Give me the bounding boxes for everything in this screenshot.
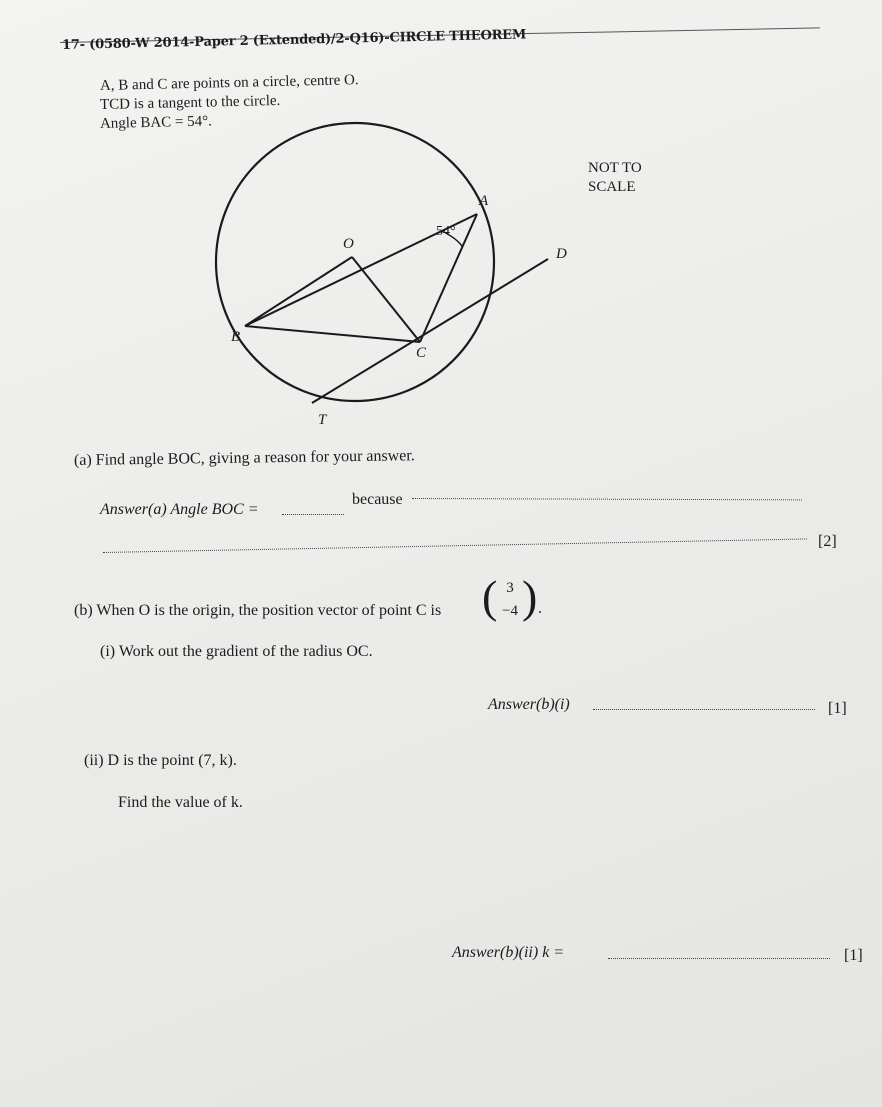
intro-line-1: A, B and C are points on a circle, centre O. (99, 72, 359, 94)
part-a-answer-blank[interactable] (282, 514, 344, 515)
question-header: 17- (0580-W 2014-Paper 2 (Extended)/2-Q16)-CIRCLE THEOREM (61, 27, 527, 53)
vector-bottom-value: −4 (502, 603, 518, 619)
part-b-ii-answer-blank[interactable] (608, 958, 830, 959)
vector-right-paren: ) (522, 571, 538, 622)
label-O: O (343, 236, 354, 252)
part-b-ii-instruction: Find the value of k. (118, 794, 243, 811)
part-b-ii-answer-label: Answer(b)(ii) k = (452, 944, 565, 961)
tangent-line-TCD (312, 259, 548, 403)
label-C: C (416, 345, 427, 361)
label-not-to: NOT TO (588, 160, 642, 176)
part-b-i-answer-blank[interactable] (593, 709, 815, 710)
part-a-question: (a) Find angle BOC, giving a reason for your answer. (73, 447, 415, 469)
label-angle-54: 54° (436, 224, 456, 239)
part-b-ii-marks: [1] (844, 947, 863, 964)
vector-top-value: 3 (506, 580, 514, 596)
vector-left-paren: ( (482, 571, 498, 622)
chord-BC (245, 326, 420, 342)
part-a-answer-label: Answer(a) Angle BOC = (100, 501, 259, 518)
label-B: B (231, 329, 241, 345)
label-scale: SCALE (588, 179, 636, 195)
part-a-marks: [2] (818, 533, 837, 550)
label-A: A (479, 193, 489, 209)
part-b-question: (b) When O is the origin, the position vector of point C is (74, 602, 442, 619)
label-T: T (318, 412, 327, 428)
part-b-i-answer-label: Answer(b)(i) (488, 696, 570, 713)
vector-period: . (538, 600, 542, 617)
part-a-because: because (352, 491, 403, 508)
part-b-ii-question: (ii) D is the point (7, k). (84, 752, 237, 769)
part-b-i-marks: [1] (828, 700, 847, 717)
radius-OB (245, 257, 352, 326)
part-b-i-question: (i) Work out the gradient of the radius OC. (100, 643, 373, 660)
intro-line-3: Angle BAC = 54°. (99, 113, 213, 132)
radius-OC (352, 257, 420, 342)
intro-line-2: TCD is a tangent to the circle. (99, 92, 281, 113)
label-D: D (556, 246, 567, 262)
